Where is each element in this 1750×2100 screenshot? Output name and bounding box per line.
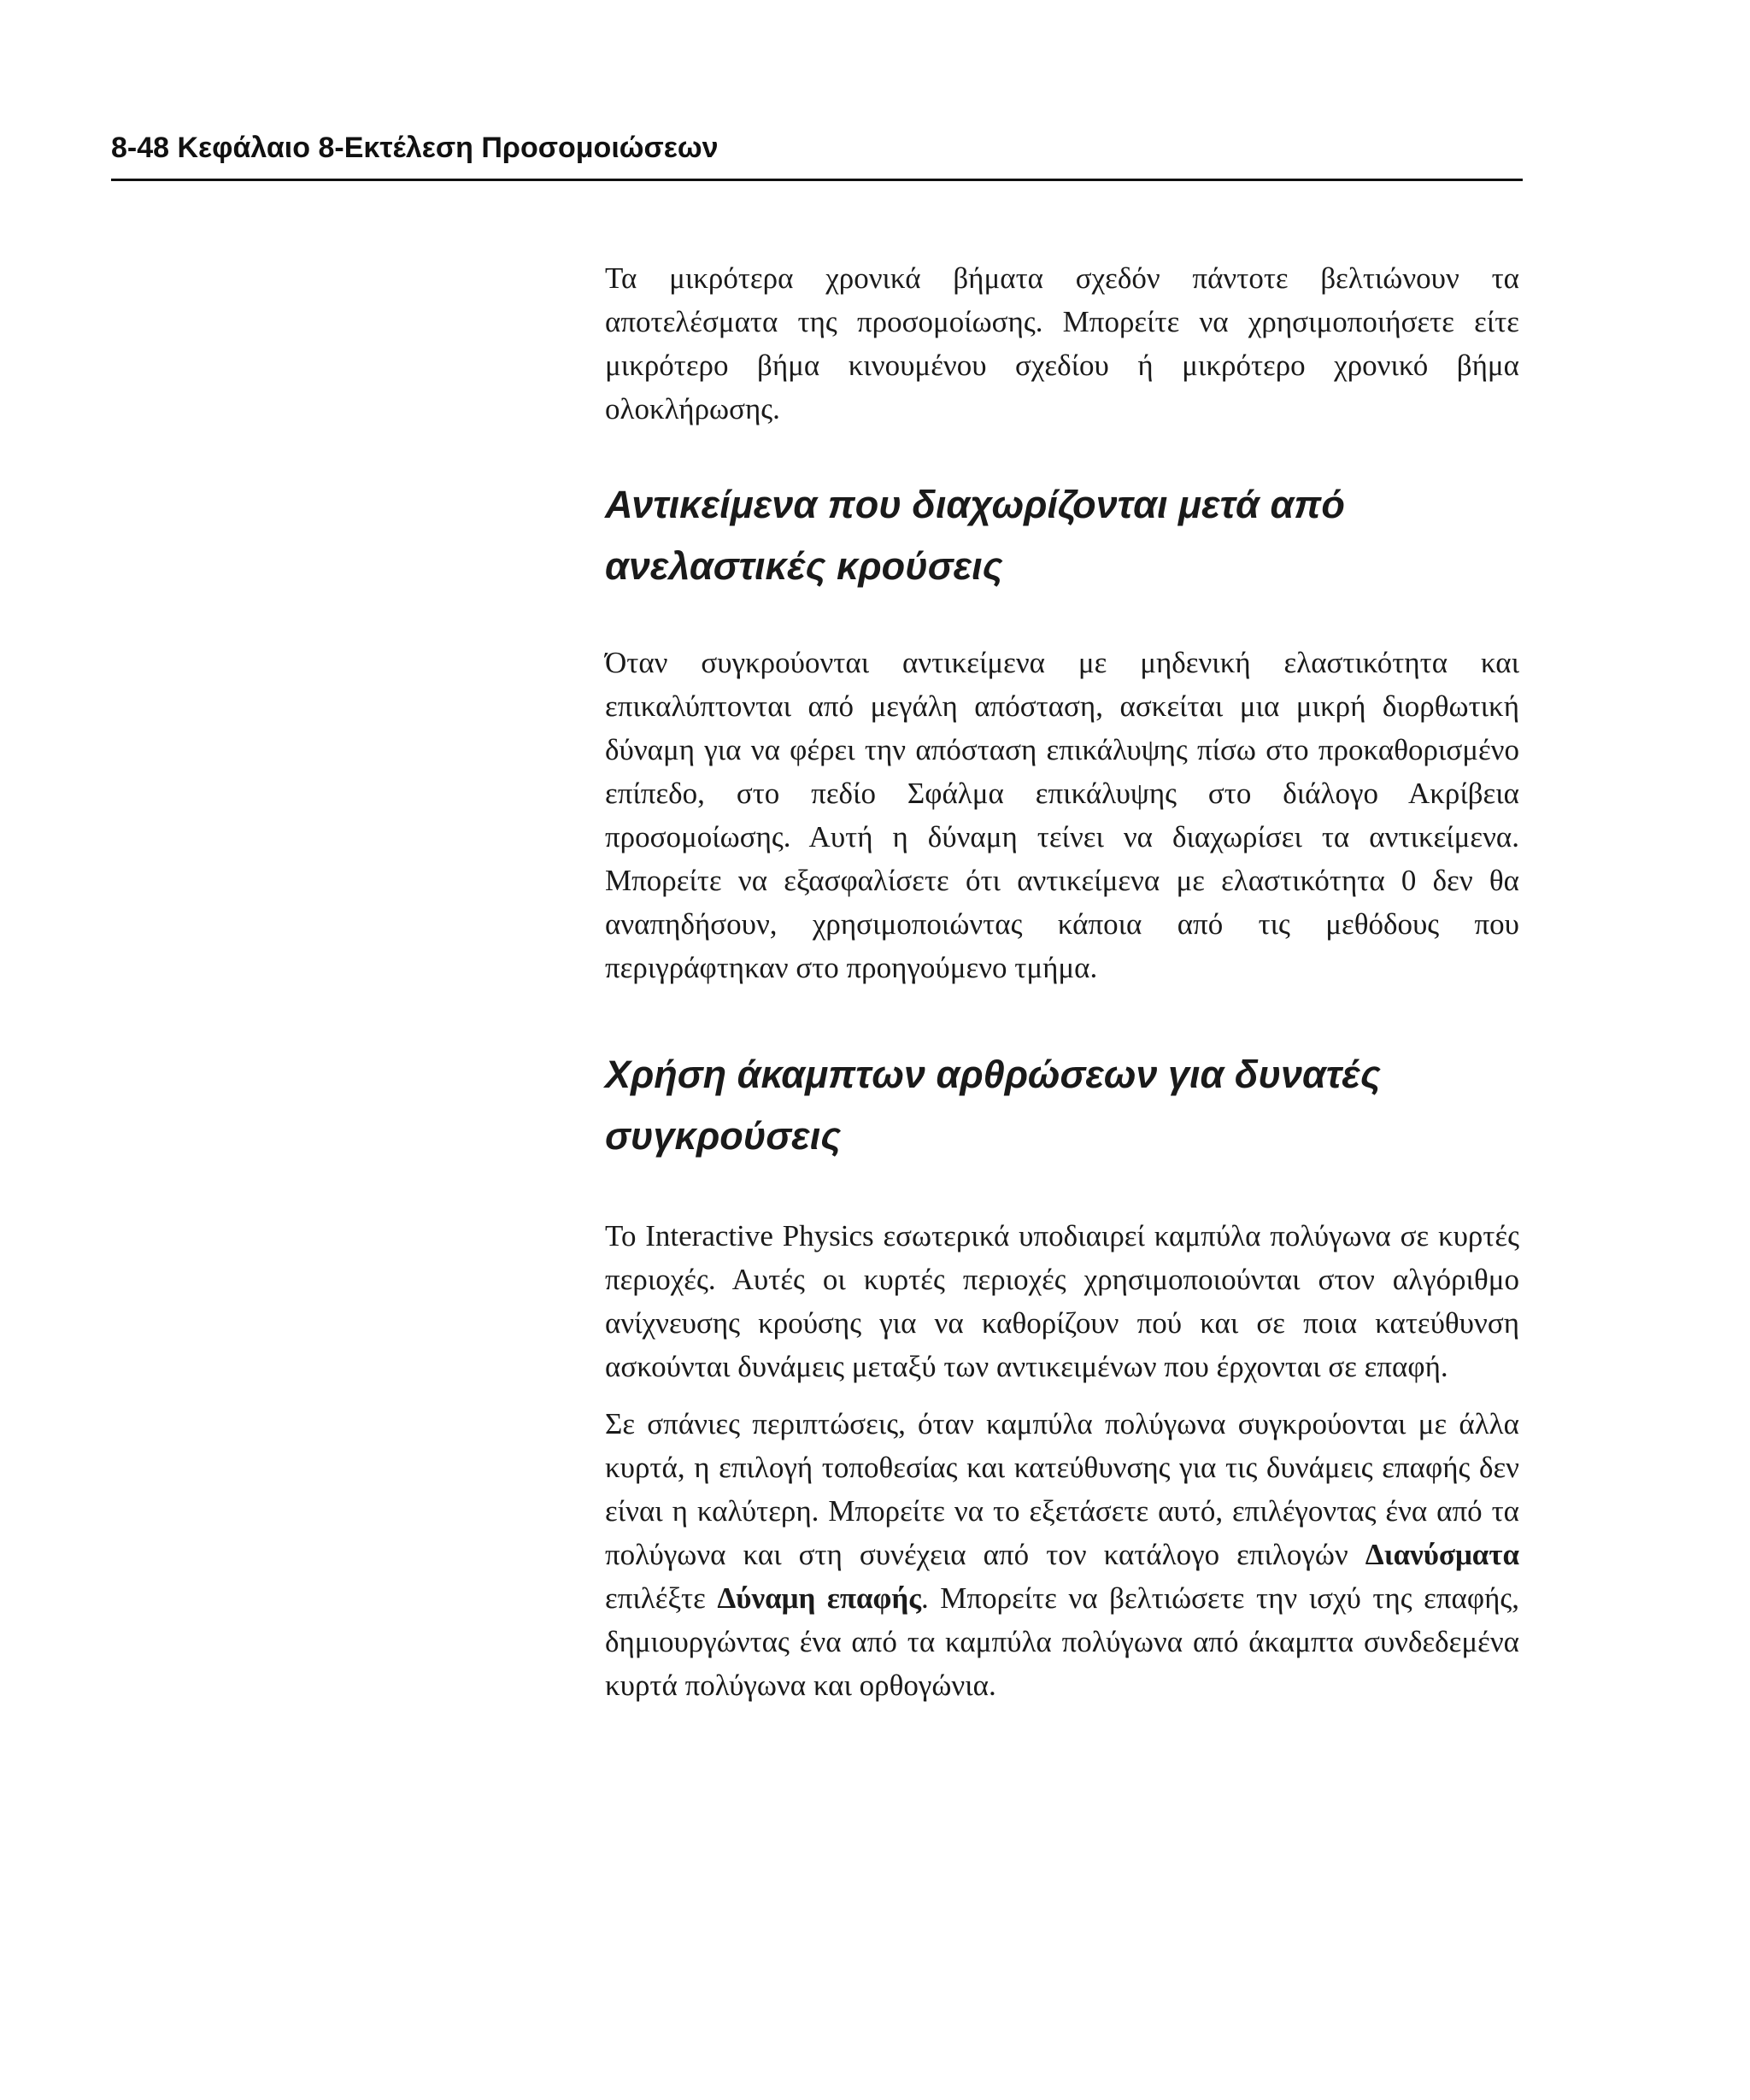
paragraph-inelastic-separation: Όταν συγκρούονται αντικείμενα με μηδενική ελαστικότητα και επικαλύπτονται από μεγάλη απόσταση, ασκείται μια μικρή διορθωτική δύναμη για να φέρει την απόσταση επικάλυψης πίσω στο προκαθορισμένο επίπεδο, στο πεδίο Σφάλμα επικάλυψης στο διάλογο Ακρίβεια προσομοίωσης. Αυτή η δύναμη τείνει να διαχωρίσει τα αντικείμενα. Μπορείτε να εξασφαλίσετε ότι αντικείμενα με ελαστικότητα 0 δεν θα αναπηδήσουν, χρησιμοποιώντας κάποια από τις μεθόδους που περιγράφτηκαν στο προηγούμενο τμήμα. (605, 646, 1519, 984)
menu-name-vectors: Διανύσματα (1365, 1538, 1519, 1571)
running-header: 8-48 Κεφάλαιο 8-Εκτέλεση Προσομοιώσεων (111, 132, 719, 164)
heading-line: συγκρούσεις (605, 1114, 842, 1158)
section-heading-inelastic-collisions (605, 474, 1519, 597)
main-content (605, 256, 1519, 1707)
paragraph-text: επιλέξτε (605, 1581, 718, 1615)
section-heading-rigid-joints (605, 1044, 1519, 1167)
paragraph-text: . Μπορείτε να βελτιώσετε την ισχύ της επαφής, δημιουργώντας ένα από τα καμπύλα πολύγωνα από άκαμπτα συνδεδεμένα κυρτά πολύγωνα και ορθογώνια. (605, 1581, 1519, 1702)
paragraph-convex-regions: Το Interactive Physics εσωτερικά υποδιαιρεί καμπύλα πολύγωνα σε κυρτές περιοχές. Αυτές οι κυρτές περιοχές χρησιμοποιούνται στον αλγόριθμο ανίχνευσης κρούσης για να καθορίζουν πού και σε ποια κατεύθυνση ασκούνται δυνάμεις μεταξύ των αντικειμένων που έρχονται σε επαφή. (605, 1219, 1519, 1383)
heading-line: Αντικείμενα που διαχωρίζονται μετά από (605, 483, 1345, 526)
menu-item-contact-force: Δύναμη επαφής (717, 1581, 922, 1615)
paragraph-text: Σε σπάνιες περιπτώσεις, όταν καμπύλα πολύγωνα συγκρούονται με άλλα κυρτά, η επιλογή τοποθεσίας και κατεύθυνσης για τις δυνάμεις επαφής δεν είναι η καλύτερη. Μπορείτε να το εξετάσετε αυτό, επιλέγοντας ένα από τα πολύγωνα και στη συνέχεια από τον κατάλογο επιλογών (605, 1407, 1519, 1571)
header-rule (111, 179, 1523, 181)
paragraph-timestep: Τα μικρότερα χρονικά βήματα σχεδόν πάντοτε βελτιώνουν τα αποτελέσματα της προσομοίωσης. Μπορείτε να χρησιμοποιήσετε είτε μικρότερο βήμα κινουμένου σχεδίου ή μικρότερο χρονικό βήμα ολοκλήρωσης. (605, 261, 1519, 425)
heading-line: ανελαστικές κρούσεις (605, 544, 1003, 588)
paragraph-contact-force (605, 1402, 1519, 1707)
heading-line: Χρήση άκαμπτων αρθρώσεων για δυνατές (605, 1053, 1381, 1096)
